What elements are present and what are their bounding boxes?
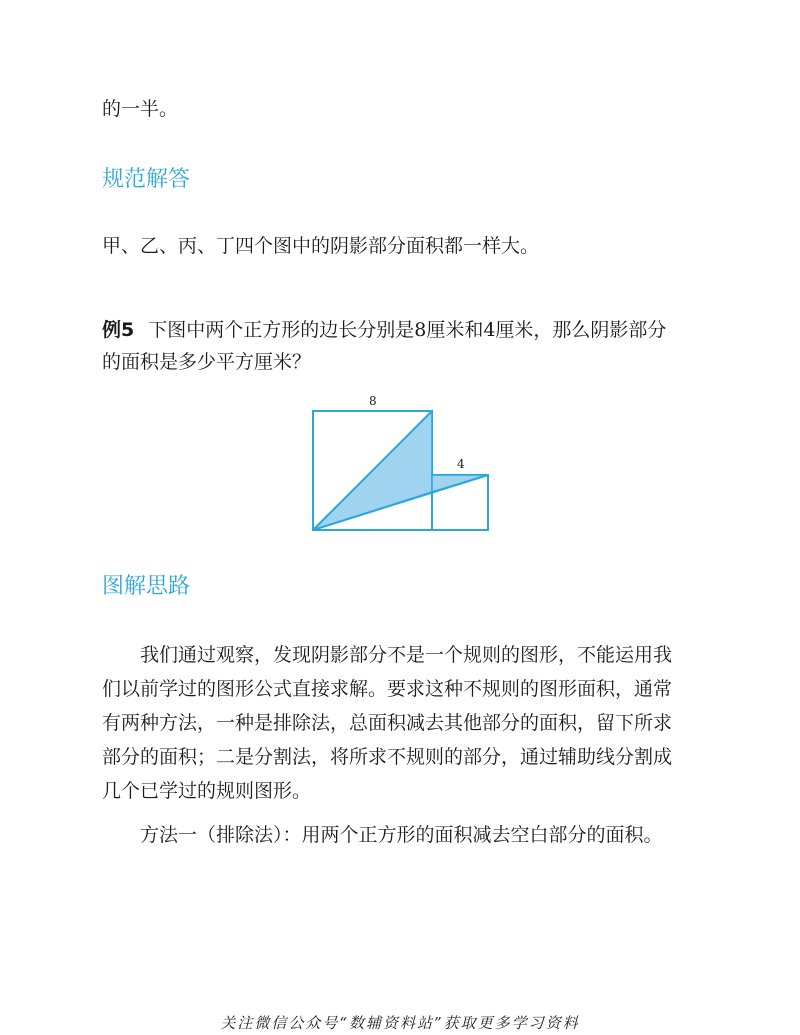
solution-paragraph-line-4: 部分的面积；二是分割法，将所求不规则的部分，通过辅助线分割成	[102, 746, 673, 768]
big-side-label: 8	[369, 394, 377, 408]
answer-heading: 规范解答	[102, 167, 191, 192]
squares-figure	[300, 388, 500, 538]
solution-paragraph-line-3: 有两种方法，一种是排除法，总面积减去其他部分的面积，留下所求	[102, 712, 673, 734]
intro-text: 的一半。	[102, 98, 179, 120]
answer-text: 甲、乙、丙、丁四个图中的阴影部分面积都一样大。	[102, 235, 540, 257]
solution-paragraph-line-2: 们以前学过的图形公式直接求解。要求这种不规则的图形面积，通常	[102, 678, 673, 700]
solution-paragraph-line-5: 几个已学过的规则图形。	[102, 780, 312, 802]
small-side-label: 4	[457, 457, 465, 471]
method-one-text: 方法一（排除法）：用两个正方形的面积减去空白部分的面积。	[140, 824, 663, 846]
solution-heading: 图解思路	[102, 574, 191, 599]
example-label: 例5	[102, 319, 135, 341]
footer-note: 关注微信公众号“数辅资料站”获取更多学习资料	[220, 1014, 580, 1032]
solution-paragraph-line-1: 我们通过观察，发现阴影部分不是一个规则的图形，不能运用我	[140, 644, 673, 666]
example-line-2: 的面积是多少平方厘米？	[102, 351, 312, 373]
example-line-1	[102, 318, 666, 342]
example-question-part1: 下图中两个正方形的边长分别是8厘米和4厘米，那么阴影部分	[148, 319, 667, 341]
